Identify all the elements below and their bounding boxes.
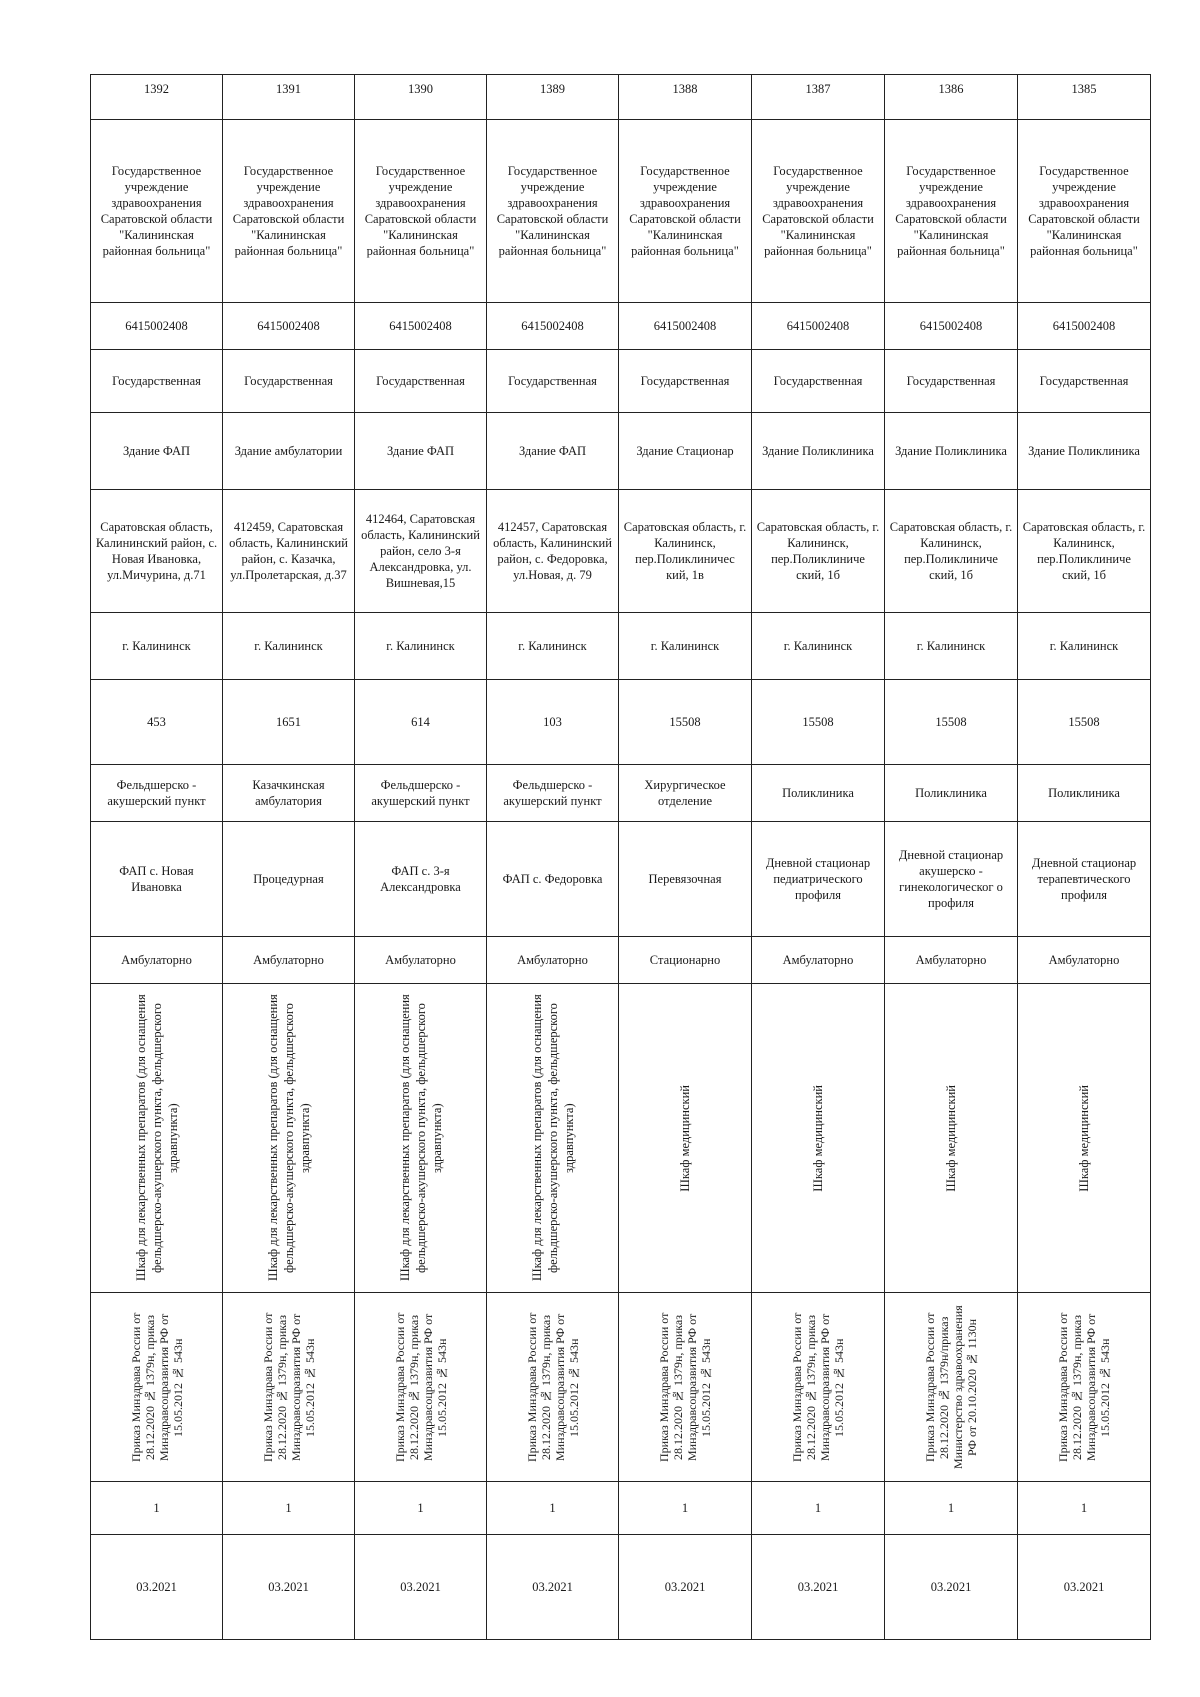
cell-address: Саратовская область, Калининский район, с. Новая Ивановка, ул.Мичурина, д.71 xyxy=(91,490,223,613)
cell-quantity: 1 xyxy=(355,1482,487,1535)
cell-building: Здание ФАП xyxy=(487,413,619,490)
cell-address: 412464, Саратовская область, Калининский район, село 3-я Александровка, ул. Вишневая,15 xyxy=(355,490,487,613)
cell-organization: Государственное учреждение здравоохранения Саратовской области "Калининская районная больница" xyxy=(355,120,487,303)
cell-ownership: Государственная xyxy=(1018,350,1151,413)
cell-date: 03.2021 xyxy=(91,1535,223,1640)
cell-building: Здание Поликлиника xyxy=(1018,413,1151,490)
cell-organization: Государственное учреждение здравоохранения Саратовской области "Калининская районная больница" xyxy=(1018,120,1151,303)
cell-inn: 6415002408 xyxy=(355,303,487,350)
cell-date: 03.2021 xyxy=(223,1535,355,1640)
cell-inn: 6415002408 xyxy=(1018,303,1151,350)
cell-code: 103 xyxy=(487,680,619,765)
cell-unit: ФАП с. 3-я Александровка xyxy=(355,822,487,937)
cell-unit: ФАП с. Новая Ивановка xyxy=(91,822,223,937)
cell-quantity: 1 xyxy=(619,1482,752,1535)
cell-quantity: 1 xyxy=(91,1482,223,1535)
cell-equipment xyxy=(91,984,223,1293)
equipment-register-page xyxy=(90,74,1150,1640)
cell-unit: Дневной стационар терапевтического профиля xyxy=(1018,822,1151,937)
cell-department: Хирургическое отделение xyxy=(619,765,752,822)
equipment-text: Шкаф для лекарственных препаратов (для оснащения фельдшерско-акушерского пункта, фельдшерского здравпункта) xyxy=(265,994,312,1282)
cell-code: 15508 xyxy=(1018,680,1151,765)
cell-code: 15508 xyxy=(752,680,885,765)
cell-order xyxy=(223,1293,355,1482)
equipment-text: Шкаф медицинский xyxy=(1077,1084,1091,1192)
cell-quantity: 1 xyxy=(885,1482,1018,1535)
cell-building: Здание Поликлиника xyxy=(752,413,885,490)
cell-equipment xyxy=(1018,984,1151,1293)
cell-record-number: 1387 xyxy=(752,75,885,120)
cell-building: Здание ФАП xyxy=(91,413,223,490)
cell-order xyxy=(355,1293,487,1482)
row-record-number xyxy=(91,75,1151,120)
cell-unit: Дневной стационар педиатрического профиля xyxy=(752,822,885,937)
cell-inn: 6415002408 xyxy=(885,303,1018,350)
cell-quantity: 1 xyxy=(223,1482,355,1535)
cell-organization: Государственное учреждение здравоохранения Саратовской области "Калининская районная больница" xyxy=(91,120,223,303)
row-order xyxy=(91,1293,1151,1482)
cell-department: Поликлиника xyxy=(885,765,1018,822)
cell-care-condition: Амбулаторно xyxy=(885,937,1018,984)
cell-address: 412457, Саратовская область, Калининский район, с. Федоровка, ул.Новая, д. 79 xyxy=(487,490,619,613)
cell-order xyxy=(752,1293,885,1482)
cell-equipment xyxy=(619,984,752,1293)
cell-record-number: 1385 xyxy=(1018,75,1151,120)
cell-ownership: Государственная xyxy=(91,350,223,413)
row-address xyxy=(91,490,1151,613)
cell-equipment xyxy=(355,984,487,1293)
cell-date: 03.2021 xyxy=(885,1535,1018,1640)
row-building xyxy=(91,413,1151,490)
cell-ownership: Государственная xyxy=(355,350,487,413)
equipment-text: Шкаф медицинский xyxy=(678,1084,692,1192)
order-text: Приказ Минздрава России от 28.12.2020 № 1379н, приказ Минздравсоцразвития РФ от 15.05.2012 № 543н xyxy=(1056,1312,1112,1462)
row-care-condition xyxy=(91,937,1151,984)
cell-unit: Перевязочная xyxy=(619,822,752,937)
cell-inn: 6415002408 xyxy=(487,303,619,350)
cell-equipment xyxy=(487,984,619,1293)
order-text: Приказ Минздрава России от 28.12.2020 № 1379н, приказ Минздравсоцразвития РФ от 15.05.2012 № 543н xyxy=(260,1312,317,1462)
cell-inn: 6415002408 xyxy=(752,303,885,350)
cell-department: Фельдшерско - акушерский пункт xyxy=(91,765,223,822)
cell-equipment xyxy=(752,984,885,1293)
cell-address: Саратовская область, г. Калининск, пер.Поликлиниче ский, 1б xyxy=(885,490,1018,613)
cell-department: Фельдшерско - акушерский пункт xyxy=(355,765,487,822)
cell-department: Поликлиника xyxy=(1018,765,1151,822)
cell-organization: Государственное учреждение здравоохранения Саратовской области "Калининская районная больница" xyxy=(885,120,1018,303)
row-date xyxy=(91,1535,1151,1640)
cell-order xyxy=(1018,1293,1151,1482)
cell-department: Поликлиника xyxy=(752,765,885,822)
cell-order xyxy=(487,1293,619,1482)
cell-order xyxy=(91,1293,223,1482)
cell-address: 412459, Саратовская область, Калининский район, с. Казачка, ул.Пролетарская, д.37 xyxy=(223,490,355,613)
row-organization xyxy=(91,120,1151,303)
cell-city: г. Калининск xyxy=(91,613,223,680)
cell-code: 1651 xyxy=(223,680,355,765)
order-text: Приказ Минздрава России от 28.12.2020 № 1379н, приказ Минздравсоцразвития РФ от 15.05.2012 № 543н xyxy=(128,1312,185,1462)
cell-building: Здание амбулатории xyxy=(223,413,355,490)
cell-department: Фельдшерско - акушерский пункт xyxy=(487,765,619,822)
cell-city: г. Калининск xyxy=(619,613,752,680)
cell-city: г. Калининск xyxy=(1018,613,1151,680)
cell-equipment xyxy=(223,984,355,1293)
cell-organization: Государственное учреждение здравоохранения Саратовской области "Калининская районная больница" xyxy=(223,120,355,303)
cell-date: 03.2021 xyxy=(1018,1535,1151,1640)
cell-organization: Государственное учреждение здравоохранения Саратовской области "Калининская районная больница" xyxy=(487,120,619,303)
cell-ownership: Государственная xyxy=(619,350,752,413)
cell-record-number: 1388 xyxy=(619,75,752,120)
order-text: Приказ Минздрава России от 28.12.2020 № 1379н, приказ Минздравсоцразвития РФ от 15.05.2012 № 543н xyxy=(790,1312,846,1462)
cell-code: 453 xyxy=(91,680,223,765)
cell-ownership: Государственная xyxy=(223,350,355,413)
cell-inn: 6415002408 xyxy=(223,303,355,350)
cell-organization: Государственное учреждение здравоохранения Саратовской области "Калининская районная больница" xyxy=(619,120,752,303)
equipment-text: Шкаф для лекарственных препаратов (для оснащения фельдшерско-акушерского пункта, фельдшерского здравпункта) xyxy=(133,994,180,1282)
cell-city: г. Калининск xyxy=(487,613,619,680)
cell-care-condition: Амбулаторно xyxy=(752,937,885,984)
cell-record-number: 1389 xyxy=(487,75,619,120)
cell-unit: Дневной стационар акушерско - гинекологическог о профиля xyxy=(885,822,1018,937)
cell-organization: Государственное учреждение здравоохранения Саратовской области "Калининская районная больница" xyxy=(752,120,885,303)
cell-inn: 6415002408 xyxy=(91,303,223,350)
row-department xyxy=(91,765,1151,822)
cell-ownership: Государственная xyxy=(487,350,619,413)
cell-quantity: 1 xyxy=(487,1482,619,1535)
cell-care-condition: Амбулаторно xyxy=(487,937,619,984)
cell-code: 15508 xyxy=(619,680,752,765)
cell-address: Саратовская область, г. Калининск, пер.Поликлиниче ский, 1б xyxy=(1018,490,1151,613)
cell-ownership: Государственная xyxy=(885,350,1018,413)
cell-record-number: 1390 xyxy=(355,75,487,120)
row-ownership xyxy=(91,350,1151,413)
cell-quantity: 1 xyxy=(752,1482,885,1535)
cell-care-condition: Амбулаторно xyxy=(355,937,487,984)
cell-date: 03.2021 xyxy=(355,1535,487,1640)
equipment-text: Шкаф медицинский xyxy=(811,1084,825,1192)
equipment-text: Шкаф для лекарственных препаратов (для оснащения фельдшерско-акушерского пункта, фельдшерского здравпункта) xyxy=(529,994,576,1282)
order-text: Приказ Минздрава России от 28.12.2020 № 1379н, приказ Минздравсоцразвития РФ от 15.05.2012 № 543н xyxy=(524,1312,581,1462)
cell-department: Казачкинская амбулатория xyxy=(223,765,355,822)
cell-record-number: 1391 xyxy=(223,75,355,120)
cell-building: Здание Стационар xyxy=(619,413,752,490)
cell-address: Саратовская область, г. Калининск, пер.Поликлиниче ский, 1б xyxy=(752,490,885,613)
order-text: Приказ Минздрава России от 28.12.2020 № 1379н, приказ Минздравсоцразвития РФ от 15.05.2012 № 543н xyxy=(392,1312,449,1462)
row-quantity xyxy=(91,1482,1151,1535)
cell-care-condition: Амбулаторно xyxy=(223,937,355,984)
row-city xyxy=(91,613,1151,680)
cell-date: 03.2021 xyxy=(619,1535,752,1640)
cell-city: г. Калининск xyxy=(885,613,1018,680)
cell-building: Здание Поликлиника xyxy=(885,413,1018,490)
cell-equipment xyxy=(885,984,1018,1293)
equipment-text: Шкаф для лекарственных препаратов (для оснащения фельдшерско-акушерского пункта, фельдшерского здравпункта) xyxy=(397,994,444,1282)
cell-order xyxy=(885,1293,1018,1482)
cell-order xyxy=(619,1293,752,1482)
equipment-register-table xyxy=(90,74,1151,1640)
cell-care-condition: Амбулаторно xyxy=(1018,937,1151,984)
cell-quantity: 1 xyxy=(1018,1482,1151,1535)
cell-city: г. Калининск xyxy=(355,613,487,680)
cell-date: 03.2021 xyxy=(752,1535,885,1640)
cell-record-number: 1392 xyxy=(91,75,223,120)
row-inn xyxy=(91,303,1151,350)
cell-care-condition: Стационарно xyxy=(619,937,752,984)
order-text: Приказ Минздрава России от 28.12.2020 № 1379н/приказ Министерство здравоохранения РФ от 20.10.2020 № 1130н xyxy=(923,1305,979,1469)
cell-inn: 6415002408 xyxy=(619,303,752,350)
cell-date: 03.2021 xyxy=(487,1535,619,1640)
cell-unit: Процедурная xyxy=(223,822,355,937)
cell-record-number: 1386 xyxy=(885,75,1018,120)
cell-care-condition: Амбулаторно xyxy=(91,937,223,984)
row-equipment xyxy=(91,984,1151,1293)
cell-code: 15508 xyxy=(885,680,1018,765)
row-unit xyxy=(91,822,1151,937)
cell-unit: ФАП с. Федоровка xyxy=(487,822,619,937)
cell-address: Саратовская область, г. Калининск, пер.Поликлиничес кий, 1в xyxy=(619,490,752,613)
cell-ownership: Государственная xyxy=(752,350,885,413)
order-text: Приказ Минздрава России от 28.12.2020 № 1379н, приказ Минздравсоцразвития РФ от 15.05.2012 № 543н xyxy=(657,1312,713,1462)
cell-code: 614 xyxy=(355,680,487,765)
cell-city: г. Калининск xyxy=(752,613,885,680)
equipment-text: Шкаф медицинский xyxy=(944,1084,958,1192)
cell-city: г. Калининск xyxy=(223,613,355,680)
row-code xyxy=(91,680,1151,765)
cell-building: Здание ФАП xyxy=(355,413,487,490)
